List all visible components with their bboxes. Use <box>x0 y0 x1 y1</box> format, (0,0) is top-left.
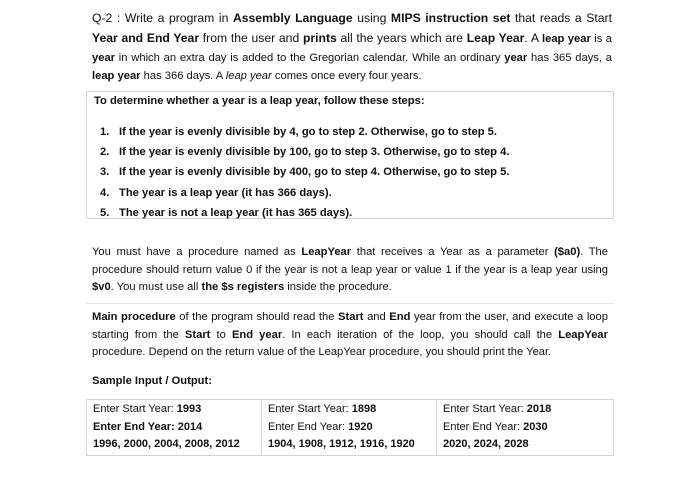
sample-title: Sample Input / Output: <box>92 375 212 387</box>
question-number: Q-2 <box>92 11 113 25</box>
steps-heading: To determine whether a year is a leap year, follow these steps: <box>94 95 425 107</box>
language-emphasis: Assembly Language <box>232 11 353 25</box>
sample-cell: Enter Start Year: 1993 Enter End Year: 2014 1996, 2000, 2004, 2008, 2012 <box>87 400 262 456</box>
steps-list <box>100 122 509 223</box>
steps-box <box>86 91 614 219</box>
procedure-paragraph: You must have a procedure named as LeapYear that receives a Year as a parameter ($a0). The procedure should return value 0 if the year is not a leap year or value 1 if the year is a leap year using $v0. You must use all the $s registers inside the procedure. <box>92 246 608 294</box>
step-item: 5. The year is not a leap year (it has 365 days). <box>100 206 353 219</box>
main-procedure-paragraph: Main procedure of the program should read the Start and End year from the user, and execute a loop starting from the Start to End year. In each iteration of the loop, you should call the LeapYear procedure. Depend on the return value of the LeapYear procedure, you should print the Year. <box>92 311 608 359</box>
sample-io-table <box>86 399 614 456</box>
step-item: 2. If the year is evenly divisible by 100, go to step 3. Otherwise, go to step 4. <box>100 146 510 159</box>
section-divider <box>86 303 614 304</box>
sample-cell: Enter Start Year: 2018 Enter End Year: 2030 2020, 2024, 2028 <box>437 400 614 456</box>
step-item: 4. The year is a leap year (it has 366 days). <box>100 186 332 199</box>
step-item: 1. If the year is evenly divisible by 4, go to step 2. Otherwise, go to step 5. <box>100 126 497 138</box>
table-row <box>87 400 614 456</box>
question-paragraph: Q-2 : Write a program in Assembly Language using MIPS instruction set that reads a Start Year and End Year from the user and prints all the years which are Leap Year. A leap year is a year in which an extra day is added to the Gregorian calendar. While an ordinary year has 365 days, a leap year has 366 days. A leap year comes once every four years. <box>92 11 612 83</box>
step-item: 3. If the year is evenly divisible by 400, go to step 4. Otherwise, go to step 5. <box>100 166 510 179</box>
instruction-set-emphasis: MIPS instruction set <box>390 11 511 25</box>
sample-cell: Enter Start Year: 1898 Enter End Year: 1920 1904, 1908, 1912, 1916, 1920 <box>262 400 437 456</box>
